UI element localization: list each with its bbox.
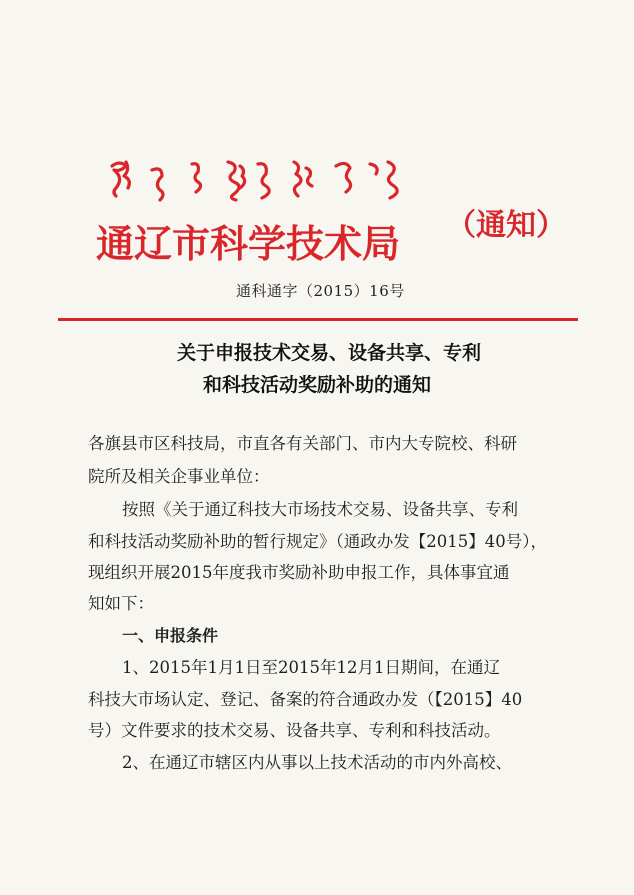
- item-1-line-2: 科技大市场认定、登记、备案的符合通政办发（【2015】40: [88, 690, 523, 709]
- document-number: 通科通字（2015）16号: [236, 282, 405, 300]
- item-1-line-1: 1、2015年1月1日至2015年12月1日期间，在通辽: [122, 658, 500, 677]
- section-1-heading: 一、申报条件: [122, 626, 219, 645]
- svg-text:Mongolian script: Mongolian script: [108, 156, 117, 157]
- notice-tag: （通知）: [446, 208, 566, 243]
- mongolian-script-heading: [108, 156, 408, 202]
- red-divider: [58, 318, 578, 321]
- addressee-line-2: 院所及相关企事业单位：: [88, 467, 270, 486]
- item-1-line-3: 号）文件要求的技术交易、设备共享、专利和科技活动。: [88, 721, 501, 740]
- document-title-line-1: 关于申报技术交易、设备共享、专利: [176, 342, 481, 364]
- paragraph-1-line-1: 按照《关于通辽科技大市场技术交易、设备共享、专利: [122, 500, 518, 519]
- paragraph-1-line-4: 知如下：: [88, 594, 154, 613]
- addressee-line-1: 各旗县市区科技局，市直各有关部门、市内大专院校、科研: [88, 434, 517, 453]
- agency-name: 通辽市科学技术局: [96, 221, 401, 266]
- paragraph-1-line-3: 现组织开展2015年度我市奖励补助申报工作，具体事宜通: [88, 563, 510, 582]
- item-2-line-1: 2、在通辽市辖区内从事以上技术活动的市内外高校、: [122, 753, 512, 772]
- document-title-line-2: 和科技活动奖励补助的通知: [202, 374, 431, 396]
- paragraph-1-line-2: 和科技活动奖励补助的暂行规定》（通政办发【2015】40号），: [88, 532, 547, 551]
